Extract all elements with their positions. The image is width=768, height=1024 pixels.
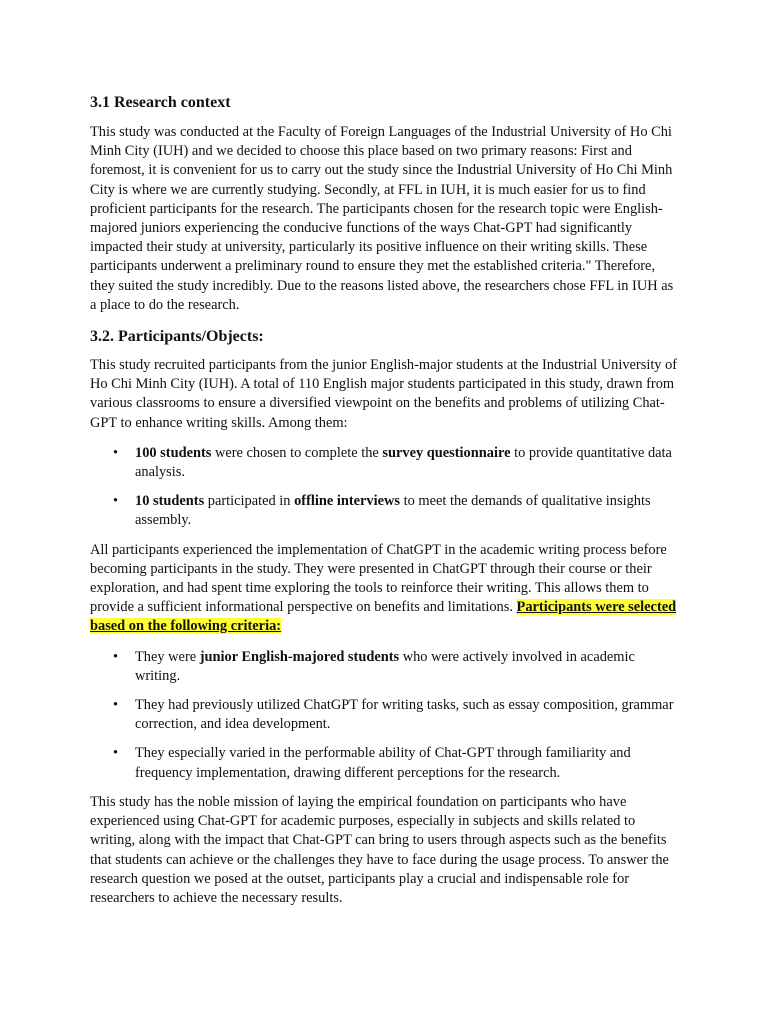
highlighted-criteria-text: Participants were selected based on the following criteria: [90,599,677,635]
participants-experience-paragraph [90,541,680,637]
list-text: to provide quantitative data analysis. [135,444,672,481]
list-item [90,648,680,686]
bold-text: 10 students [135,493,205,510]
section-heading-research-context: 3.1 Research context [90,94,231,111]
list-text: participated in [204,493,295,510]
paragraph-text: All participants experienced the implementation of ChatGPT in the academic writing process before becoming participants in the study. They were presented in ChatGPT through their course or their exploration, and had spent time exploring the tools to reinforce their writing. This allows them to provide a sufficient informational perspective on benefits and limitations. [90,541,667,616]
bold-text: junior English-majored students [199,648,400,665]
list-text: were chosen to complete the [211,444,383,461]
list-text: to meet the demands of qualitative insights assembly. [135,493,651,529]
criteria-list [90,648,680,783]
participant-groups-list [90,444,680,531]
list-item [90,444,680,482]
bold-text: offline interviews [294,493,400,510]
section-heading-participants: 3.2. Participants/Objects: [90,328,264,346]
bold-text: survey questionnaire [382,444,511,461]
document-page [90,92,680,919]
list-item [90,492,680,530]
mission-paragraph: This study has the noble mission of laying the empirical foundation on participants who have experienced using Chat-GPT for academic purposes, especially in subjects and skills related to writing, along with the impact that Chat-GPT can bring to users through aspects such as the benefits that students can achieve or the challenges they have to face during the usage process. To answer the research question we posed at the outset, participants play a crucial and indispensable role for researchers to achieve the necessary results. [90,793,669,906]
list-item: • They especially varied in the performable ability of Chat-GPT through familiarity and frequency implementation, drawing different perceptions for the research. [90,744,680,782]
list-item: • They had previously utilized ChatGPT for writing tasks, such as essay composition, grammar correction, and idea development. [90,696,680,734]
research-context-paragraph: This study was conducted at the Faculty of Foreign Languages of the Industrial University of Ho Chi Minh City (IUH) and we decided to choose this place based on two primary reasons: First and foremost, it is convenient for us to carry out the study since the Industrial University of Ho Chi Minh City is where we are currently studying. Secondly, at FFL in IUH, it is much easier for us to find proficient participants for the research. The participants chosen for the research topic were English-majored juniors experiencing the conducive functions of the ways Chat-GPT had significantly impacted their study at university, particularly its positive influence on their writing skills. These participants underwent a preliminary round to ensure they met the established criteria." Therefore, they suited the study incredibly. Due to the reasons listed above, the researchers chose FFL in IUH as a place to do the research. [90,124,674,313]
list-text: They were [135,648,200,665]
bold-text: 100 students [135,444,212,461]
list-text: who were actively involved in academic writing. [135,648,635,684]
participants-intro-paragraph: This study recruited participants from the junior English-major students at the Industrial University of Ho Chi Minh City (IUH). A total of 110 English major students participated in this study, drawn from various classrooms to ensure a diversified viewpoint on the benefits and problems of utilizing Chat-GPT to enhance writing skills. Among them: [90,357,678,431]
